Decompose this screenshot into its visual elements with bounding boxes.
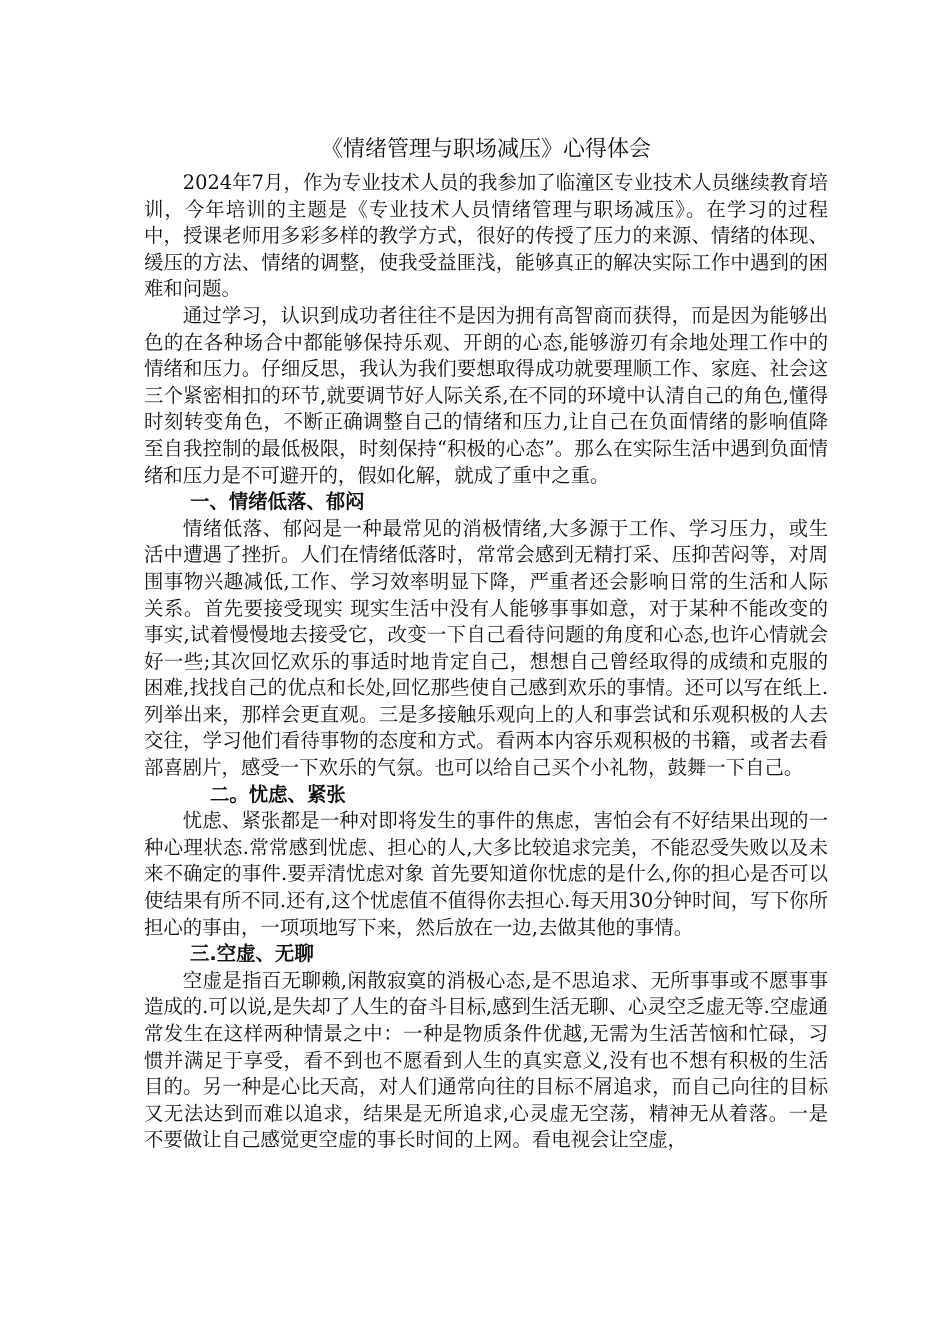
section-heading-3: 三.空虚、无聊 <box>190 942 314 966</box>
section-heading-1: 一、情绪低落、郁闷 <box>190 490 365 514</box>
section-body-1: 情绪低落、郁闷是一种最常见的消极情绪,大多源于工作、学习压力，或生活中遭遇了挫折。人们在情绪低落时，常常会感到无精打采、压抑苦闷等，对周围事物兴趣减低,工作、学习效率明显下降，严重者还会影响日常的生活和人际关系。首先要接受现实 现实生活中没有人能够事事如意，对于某种不能改变的事实,试着慢慢地去接受它，改变一下自己看待问题的角度和心态,也许心情就会好一些;其次回忆欢乐的事适时地肯定自己，想想自己曾经取得的成绩和克服的困难,找找自己的优点和长处,回忆那些使自己感到欢乐的事情。还可以写在纸上.列举出来，那样会更直观。三是多接触乐观向上的人和事尝试和乐观积极的人去交往，学习他们看待事物的态度和方式。看两本内容乐观积极的书籍，或者去看部喜剧片，感受一下欢乐的气氛。也可以给自己买个小礼物，鼓舞一下自己。 <box>144 516 828 780</box>
section-heading-2: 二。忧虑、紧张 <box>210 782 346 806</box>
document-title: 《情绪管理与职场减压》心得体会 <box>320 137 651 162</box>
intro-paragraph-1: 2024年7月，作为专业技术人员的我参加了临潼区专业技术人员继续教育培训，今年培训的主题是《专业技术人员情绪管理与职场减压》。在学习的过程中，授课老师用多彩多样的教学方式，很好的传授了压力的来源、情绪的体现、缓压的方法、情绪的调整，使我受益匪浅，能够真正的解决实际工作中遇到的困难和问题。 <box>144 171 828 301</box>
section-body-2: 忧虑、紧张都是一种对即将发生的事件的焦虑，害怕会有不好结果出现的一种心理状态.常常感到忧虑、担心的人,大多比较追求完美，不能忍受失败以及未来不确定的事件.要弄清忧虑对象 首先要知道你忧虑的是什么,你的担心是否可以使结果有所不同.还有,这个忧虑值不值得你去担心.每天用30分钟时间，写下你所担心的事由，一项项地写下来，然后放在一边,去做其他的事情。 <box>144 809 828 939</box>
intro-paragraph-2: 通过学习，认识到成功者往往不是因为拥有高智商而获得，而是因为能够出色的在各种场合中都能够保持乐观、开朗的心态,能够游刃有余地处理工作中的情绪和压力。仔细反思，我认为我们要想取得成功就要理顺工作、家庭、社会这三个紧密相扣的环节,就要调节好人际关系,在不同的环境中认清自己的角色,懂得时刻转变角色，不断正确调整自己的情绪和压力,让自己在负面情绪的影响值降至自我控制的最低极限，时刻保持“积极的心态”。那么在实际生活中遇到负面情绪和压力是不可避开的，假如化解，就成了重中之重。 <box>144 303 828 487</box>
document-page <box>144 130 828 1154</box>
section-body-3: 空虚是指百无聊赖,闲散寂寞的消极心态,是不思追求、无所事事或不愿事事造成的.可以说,是失却了人生的奋斗目标,感到生活无聊、心灵空乏虚无等.空虚通常发生在这样两种情景之中：一种是物质条件优越,无需为生活苦恼和忙碌，习惯并满足于享受，看不到也不愿看到人生的真实意义,没有也不想有积极的生活目的。另一种是心比天高，对人们通常向往的目标不屑追求，而自己向往的目标又无法达到而难以追求，结果是无所追求,心灵虚无空荡，精神无从着落。一是不要做让自己感觉更空虚的事长时间的上网。看电视会让空虚， <box>144 968 828 1152</box>
